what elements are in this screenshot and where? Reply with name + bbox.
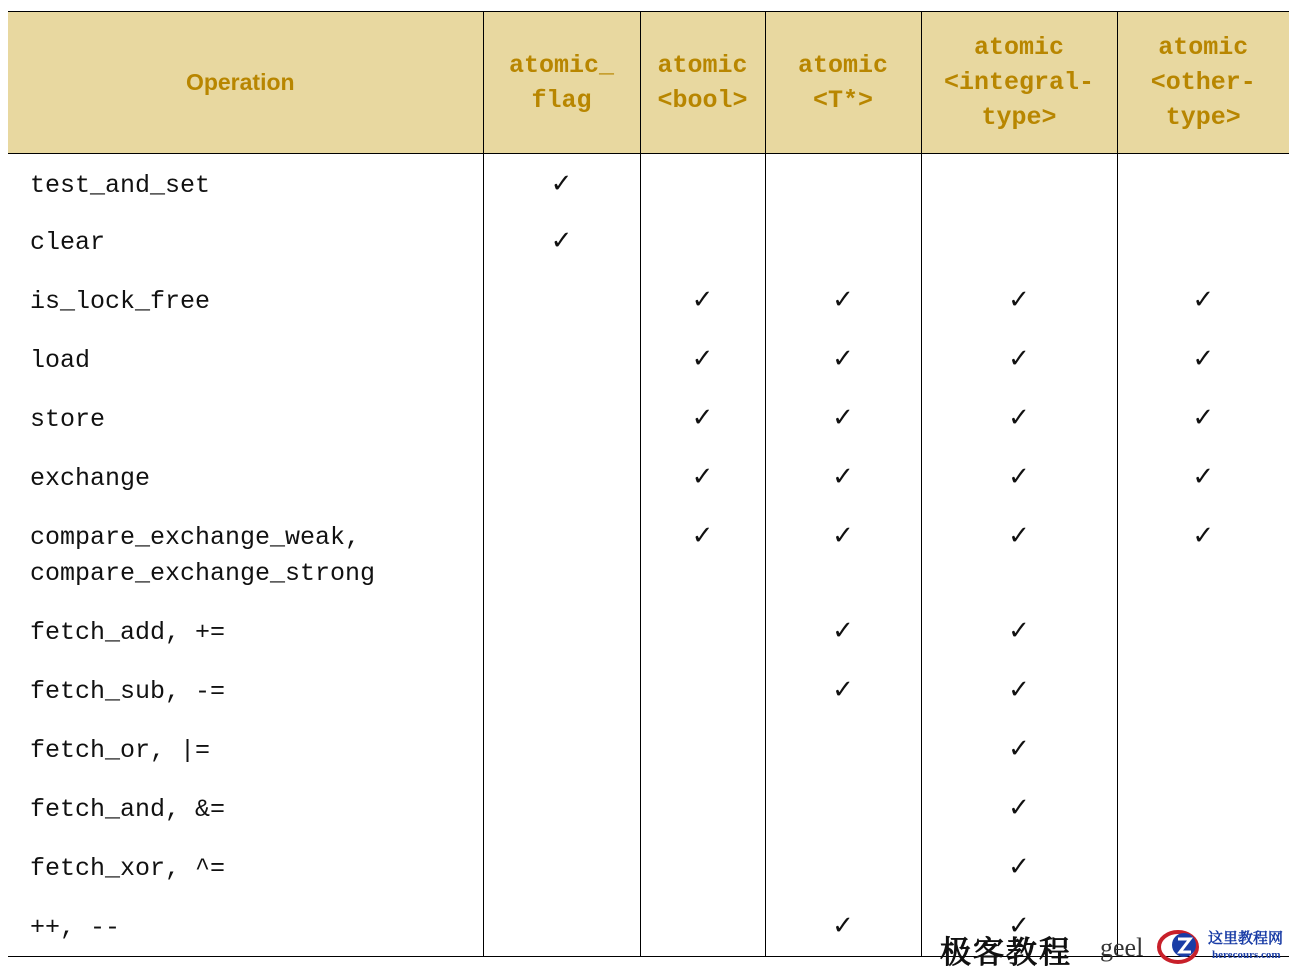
- empty-cell: [483, 603, 640, 662]
- empty-cell: [1117, 213, 1289, 272]
- empty-cell: [483, 780, 640, 839]
- empty-cell: [640, 213, 765, 272]
- check-mark-icon: ✓: [1117, 331, 1289, 390]
- check-mark-icon: ✓: [921, 508, 1117, 603]
- operation-name: fetch_sub, -=: [30, 676, 226, 706]
- empty-cell: [765, 721, 921, 780]
- check-mark-icon: ✓: [765, 508, 921, 603]
- table-row: [8, 390, 1289, 449]
- empty-cell: [921, 213, 1117, 272]
- empty-cell: [483, 272, 640, 331]
- operation-name: fetch_or, |=: [30, 735, 211, 765]
- check-mark-icon: ✓: [921, 898, 1117, 957]
- operation-name: exchange: [30, 463, 151, 493]
- check-mark-icon: ✓: [483, 213, 640, 272]
- table-row: [8, 154, 1289, 213]
- check-mark-icon: ✓: [1117, 272, 1289, 331]
- check-mark-icon: ✓: [921, 603, 1117, 662]
- table-header: [8, 12, 1289, 154]
- empty-cell: [640, 721, 765, 780]
- empty-cell: [483, 331, 640, 390]
- check-mark-icon: ✓: [921, 721, 1117, 780]
- check-mark-icon: ✓: [640, 508, 765, 603]
- check-mark-icon: ✓: [765, 898, 921, 957]
- table-row: [8, 662, 1289, 721]
- check-mark-icon: ✓: [483, 154, 640, 213]
- table-row: [8, 449, 1289, 508]
- operation-name: ++, --: [30, 912, 121, 942]
- table-row: [8, 213, 1289, 272]
- operation-name: test_and_set: [30, 171, 211, 200]
- table-row: [8, 272, 1289, 331]
- empty-cell: [1117, 154, 1289, 213]
- check-mark-icon: ✓: [640, 449, 765, 508]
- header-atomic-bool: atomic <bool>: [640, 12, 765, 154]
- table-row: [8, 839, 1289, 898]
- operation-name: load: [30, 345, 91, 375]
- operation-name: is_lock_free: [30, 286, 211, 316]
- empty-cell: [483, 721, 640, 780]
- watermark-site-name: 这里教程网: [1208, 929, 1284, 947]
- check-mark-icon: ✓: [765, 603, 921, 662]
- empty-cell: [640, 603, 765, 662]
- empty-cell: [483, 449, 640, 508]
- table-row: [8, 721, 1289, 780]
- empty-cell: [1117, 603, 1289, 662]
- check-mark-icon: ✓: [1117, 449, 1289, 508]
- check-mark-icon: ✓: [1117, 390, 1289, 449]
- site-logo-icon: [1154, 927, 1202, 965]
- empty-cell: [1117, 839, 1289, 898]
- check-mark-icon: ✓: [921, 390, 1117, 449]
- empty-cell: [640, 154, 765, 213]
- check-mark-icon: ✓: [921, 662, 1117, 721]
- empty-cell: [483, 508, 640, 603]
- empty-cell: [1117, 662, 1289, 721]
- check-mark-icon: ✓: [765, 272, 921, 331]
- empty-cell: [921, 154, 1117, 213]
- check-mark-icon: ✓: [921, 331, 1117, 390]
- check-mark-icon: ✓: [765, 390, 921, 449]
- table-body: [8, 154, 1289, 957]
- watermark-cn-text: 极客教程: [940, 935, 1072, 971]
- empty-cell: [483, 390, 640, 449]
- check-mark-icon: ✓: [640, 331, 765, 390]
- header-atomic-pointer: atomic <T*>: [765, 12, 921, 154]
- empty-cell: [765, 780, 921, 839]
- empty-cell: [640, 898, 765, 957]
- watermark: [940, 925, 1299, 971]
- empty-cell: [765, 839, 921, 898]
- empty-cell: [765, 154, 921, 213]
- table-row: [8, 780, 1289, 839]
- header-atomic-flag: atomic_ flag: [483, 12, 640, 154]
- empty-cell: [1117, 721, 1289, 780]
- empty-cell: [640, 662, 765, 721]
- watermark-site-url: herecours.com: [1212, 949, 1281, 961]
- check-mark-icon: ✓: [921, 839, 1117, 898]
- check-mark-icon: ✓: [765, 449, 921, 508]
- operation-name: fetch_add, +=: [30, 617, 226, 647]
- operation-name: fetch_and, &=: [30, 794, 226, 824]
- empty-cell: [483, 839, 640, 898]
- header-atomic-other-type: atomic <other- type>: [1117, 12, 1289, 154]
- header-operation: Operation: [8, 12, 483, 154]
- empty-cell: [483, 898, 640, 957]
- header-atomic-integral-type: atomic <integral- type>: [921, 12, 1117, 154]
- operation-name: store: [30, 404, 106, 434]
- check-mark-icon: ✓: [1117, 508, 1289, 603]
- table-row: [8, 603, 1289, 662]
- operation-name: fetch_xor, ^=: [30, 853, 226, 883]
- check-mark-icon: ✓: [765, 662, 921, 721]
- check-mark-icon: ✓: [765, 331, 921, 390]
- operations-table-container: [8, 11, 1289, 957]
- operation-name: compare_exchange_weak, compare_exchange_strong: [30, 522, 376, 588]
- empty-cell: [640, 839, 765, 898]
- empty-cell: [765, 213, 921, 272]
- empty-cell: [640, 780, 765, 839]
- check-mark-icon: ✓: [921, 780, 1117, 839]
- header-row: [8, 12, 1289, 154]
- table-row: [8, 331, 1289, 390]
- empty-cell: [1117, 780, 1289, 839]
- check-mark-icon: ✓: [640, 272, 765, 331]
- check-mark-icon: ✓: [640, 390, 765, 449]
- operation-name: clear: [30, 227, 106, 257]
- atomic-operations-table: [8, 11, 1289, 957]
- check-mark-icon: ✓: [921, 272, 1117, 331]
- watermark-geek-text: geel: [1100, 933, 1144, 962]
- table-row: [8, 508, 1289, 603]
- check-mark-icon: ✓: [921, 449, 1117, 508]
- empty-cell: [483, 662, 640, 721]
